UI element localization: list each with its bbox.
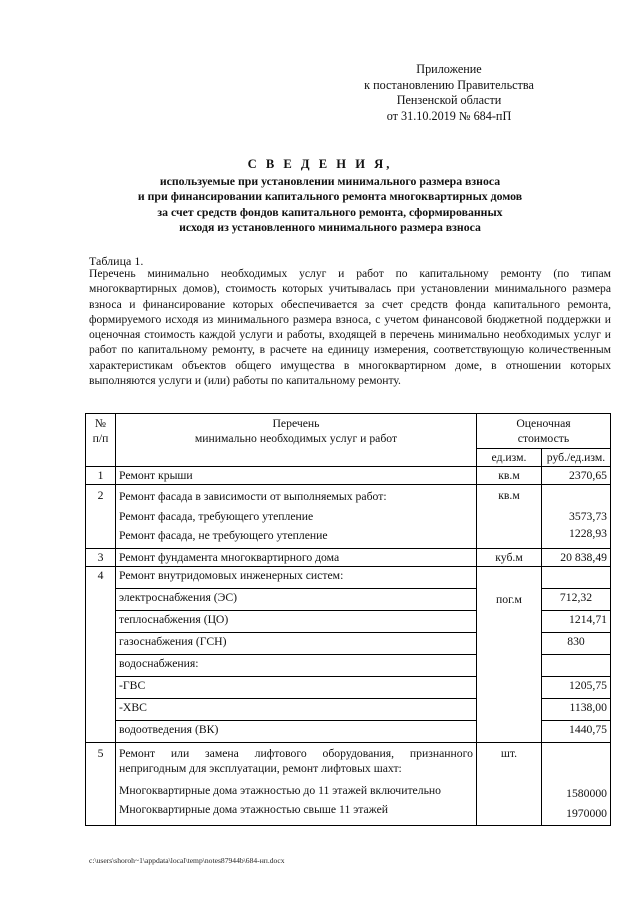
- subrow-name: -ГВС: [116, 676, 477, 698]
- header-value: руб./ед.изм.: [542, 449, 611, 467]
- row-name: Ремонт крыши: [116, 467, 477, 485]
- row-name: Ремонт или замена лифтового оборудования, признанного непригодным для эксплуатации, ремонт лифтовых шахт:: [119, 746, 473, 775]
- row-name-cell: [116, 485, 477, 549]
- subrow-value: 1440,75: [542, 720, 611, 742]
- subrow-name: водоотведения (ВК): [116, 720, 477, 742]
- appendix-line: от 31.10.2019 № 684-пП: [386, 108, 512, 123]
- table-row: [86, 742, 611, 825]
- file-path-footer: c:\users\shoroh~1\appdata\local\temp\notes87944b\684-нп.docx: [89, 856, 285, 865]
- table-header-row: [86, 414, 611, 449]
- row-value: 1228,93: [569, 527, 607, 540]
- row-unit: куб.м: [477, 548, 542, 566]
- subrow-value: 1205,75: [542, 676, 611, 698]
- row-number: 2: [86, 485, 116, 549]
- subrow-name: электроснабжения (ЭС): [116, 588, 477, 610]
- subrow-value: 1214,71: [542, 610, 611, 632]
- row-value: 1580000: [566, 786, 607, 800]
- row-name-cell: [116, 742, 477, 825]
- subrow-value: 830: [542, 632, 611, 654]
- header-number: [86, 414, 116, 467]
- subtitle-line: и при финансировании капитального ремонта многоквартирных домов: [137, 189, 523, 204]
- header-number-line1: №: [94, 417, 107, 430]
- subrow-name: теплоснабжения (ЦО): [116, 610, 477, 632]
- row-value: 2370,65: [542, 467, 611, 485]
- header-cost-line1: Оценочная: [516, 417, 571, 430]
- header-list: [116, 414, 477, 467]
- row-unit: кв.м: [477, 485, 542, 549]
- row-number: 4: [86, 566, 116, 742]
- row-value: 3573,73: [569, 509, 607, 523]
- appendix-line: к постановлению Правительства: [364, 77, 534, 92]
- row-number: 3: [86, 548, 116, 566]
- row-name: Ремонт фасада в зависимости от выполняемых работ:: [119, 490, 387, 503]
- row-name: Ремонт внутридомовых инженерных систем:: [116, 566, 477, 588]
- row-value: 1970000: [566, 807, 607, 820]
- subrow-value: 712,32: [542, 588, 611, 610]
- subrow-value: 1138,00: [542, 698, 611, 720]
- row-number: 5: [86, 742, 116, 825]
- document-title: С В Е Д Е Н И Я,: [247, 157, 393, 171]
- table-row: [86, 548, 611, 566]
- row-unit: пог.м: [477, 566, 542, 742]
- row-number: 1: [86, 467, 116, 485]
- header-list-line2: минимально необходимых услуг и работ: [194, 432, 398, 445]
- subtitle-line: исходя из установленного минимального размера взноса: [179, 220, 481, 235]
- row-subitem: Многоквартирные дома этажностью до 11 этажей включительно: [119, 783, 441, 797]
- row-subitem: Ремонт фасада, требующего утепление: [119, 509, 314, 523]
- subrow-value: [542, 654, 611, 676]
- appendix-line: Приложение: [416, 62, 482, 76]
- cost-table: [85, 413, 611, 826]
- row-value-cell: [542, 742, 611, 825]
- table-row: [86, 485, 611, 549]
- subtitle-line: за счет средств фондов капитального ремонта, сформированных: [157, 204, 503, 219]
- row-value-cell: [542, 485, 611, 549]
- row-value: 20 838,49: [542, 548, 611, 566]
- header-cost-line2: стоимость: [517, 432, 570, 445]
- row-unit: шт.: [477, 742, 542, 825]
- row-subitem: Ремонт фасада, не требующего утепление: [119, 529, 328, 542]
- table-description: Перечень минимально необходимых услуг и работ по капитальному ремонту (по типам многоквартирных домов), стоимость которых учитывалась при установлении минимального размера взноса и финансирование которых обеспечивается за счет средств фонда капитального ремонта, формируемого исходя из минимального размера взноса, с учетом финансовой бюджетной поддержки и оценочная стоимость каждой услуги и работы, входящей в перечень минимально необходимых услуг и работ по капитальному ремонту, в расчете на единицу измерения, соответствующую количественным характеристикам объектов общего имущества в многоквартирном доме, в отношении которых выполняются услуги и (или) работы по капитальному ремонту.: [89, 267, 611, 388]
- table-row: [86, 566, 611, 588]
- table-row: [86, 467, 611, 485]
- subrow-name: водоснабжения:: [116, 654, 477, 676]
- row-name: Ремонт фундамента многоквартирного дома: [116, 548, 477, 566]
- document-subtitle: [60, 174, 600, 236]
- row-unit: кв.м: [477, 467, 542, 485]
- table-label: Таблица 1.: [89, 254, 144, 268]
- row-subitem: Многоквартирные дома этажностью свыше 11 этажей: [119, 803, 389, 816]
- subrow-name: -ХВС: [116, 698, 477, 720]
- header-cost: [477, 414, 611, 449]
- appendix-block: [344, 62, 554, 124]
- subrow-name: газоснабжения (ГСН): [116, 632, 477, 654]
- header-list-line1: Перечень: [272, 417, 320, 430]
- appendix-line: Пензенской области: [396, 93, 502, 108]
- header-unit: ед.изм.: [477, 449, 542, 467]
- subtitle-line: используемые при установлении минимального размера взноса: [159, 174, 501, 188]
- row-value: [542, 566, 611, 588]
- header-number-line2: п/п: [92, 432, 109, 445]
